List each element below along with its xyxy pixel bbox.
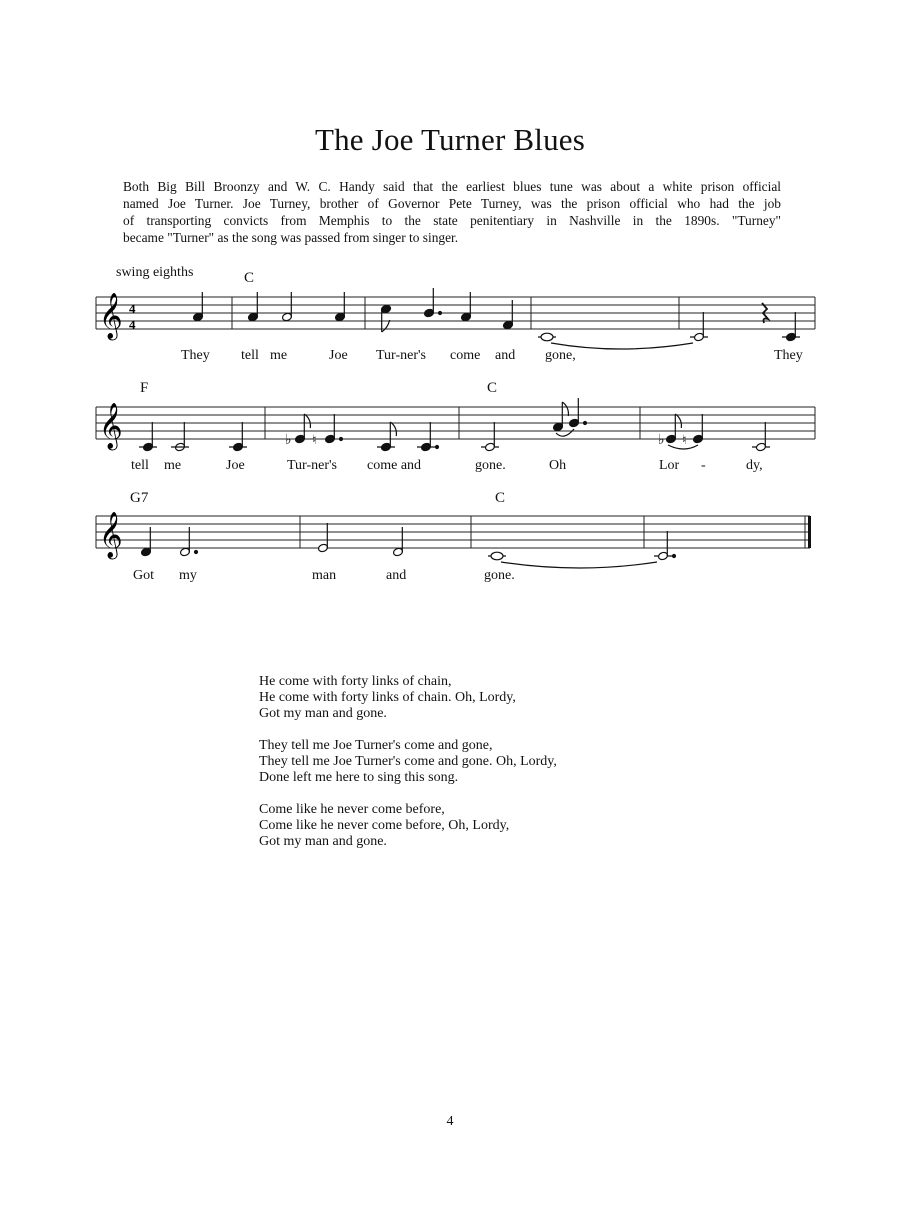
lyric-syllable: They [774,348,803,363]
lyric-syllable: man [312,568,337,583]
natural-icon: ♮ [312,433,317,448]
lyric-syllable: gone. [475,458,506,473]
verse-line: Got my man and gone. [259,834,387,849]
verse-line: Got my man and gone. [259,706,387,721]
lyric-syllable: gone. [484,568,515,583]
chord-symbol: G7 [130,490,149,506]
final-barline [808,516,811,548]
lyric-syllable: - [701,458,706,473]
lyric-syllable: me [270,348,288,363]
verse-line: Done left me here to sing this song. [259,770,459,785]
lyric-syllable: Joe [329,348,348,363]
intro-line: of transporting convicts from Memphis to the state penitentiary in Nashville in the 1890s. "Turney" [123,213,781,228]
additional-verses [259,674,557,866]
tempo-marking: swing eighths [116,265,194,280]
lyric-syllable: come and [367,458,422,473]
svg-text:4: 4 [129,301,136,316]
intro-paragraph [123,178,781,246]
lyric-syllable: tell [131,458,149,473]
chord-symbol: F [140,380,149,396]
lyric-syllable: Tur-ner's [376,348,426,363]
lyric-syllable: They [181,348,210,363]
verse-stanza [259,674,557,722]
verse-stanza [259,738,557,786]
intro-line: named Joe Turner. Joe Turney, brother of Governor Pete Turney, was the prison official who had the job [123,196,781,211]
intro-line: became "Turner" as the song was passed from singer to singer. [123,230,459,245]
lyric-syllable: and [386,568,407,583]
verse-line: They tell me Joe Turner's come and gone. Oh, Lordy, [259,754,557,769]
music-staff-1 [0,285,900,345]
chord-symbol: C [487,380,498,396]
lyric-syllable: tell [241,348,259,363]
lyric-syllable: Lor [659,458,680,473]
lyric-syllable: Joe [226,458,245,473]
natural-icon: ♮ [682,433,687,448]
svg-text:4: 4 [129,317,136,332]
page-number: 4 [446,1114,454,1129]
treble-clef-icon: 𝄞 [99,512,123,558]
lyric-syllable: Tur-ner's [287,458,337,473]
lyric-syllable: dy, [746,458,763,473]
page-title: The Joe Turner Blues [314,122,586,157]
verse-line: He come with forty links of chain. Oh, Lordy, [259,690,516,705]
lyric-syllable: and [495,348,516,363]
lyric-syllable: my [179,568,197,583]
flat-icon: ♭ [285,432,292,448]
verse-line: Come like he never come before, Oh, Lordy, [259,818,510,833]
chord-symbol: C [495,490,506,506]
verse-line: He come with forty links of chain, [259,674,452,689]
lyric-syllable: gone, [545,348,576,363]
lyric-syllable: Got [133,568,154,583]
treble-clef-icon: 𝄞 [99,403,123,449]
chord-symbol: C [244,270,255,286]
verse-line: Come like he never come before, [259,802,445,817]
flat-icon: ♭ [658,432,665,448]
verse-stanza [259,802,557,850]
lyric-syllable: me [164,458,182,473]
intro-line: Both Big Bill Broonzy and W. C. Handy said that the earliest blues tune was about a white prison official [123,179,781,194]
music-staff-3 [0,504,900,564]
lyric-syllable: Oh [549,458,567,473]
verse-line: They tell me Joe Turner's come and gone, [259,738,493,753]
treble-clef-icon: 𝄞 [99,293,123,339]
lyric-syllable: come [450,348,481,363]
music-staff-2 [0,395,900,455]
